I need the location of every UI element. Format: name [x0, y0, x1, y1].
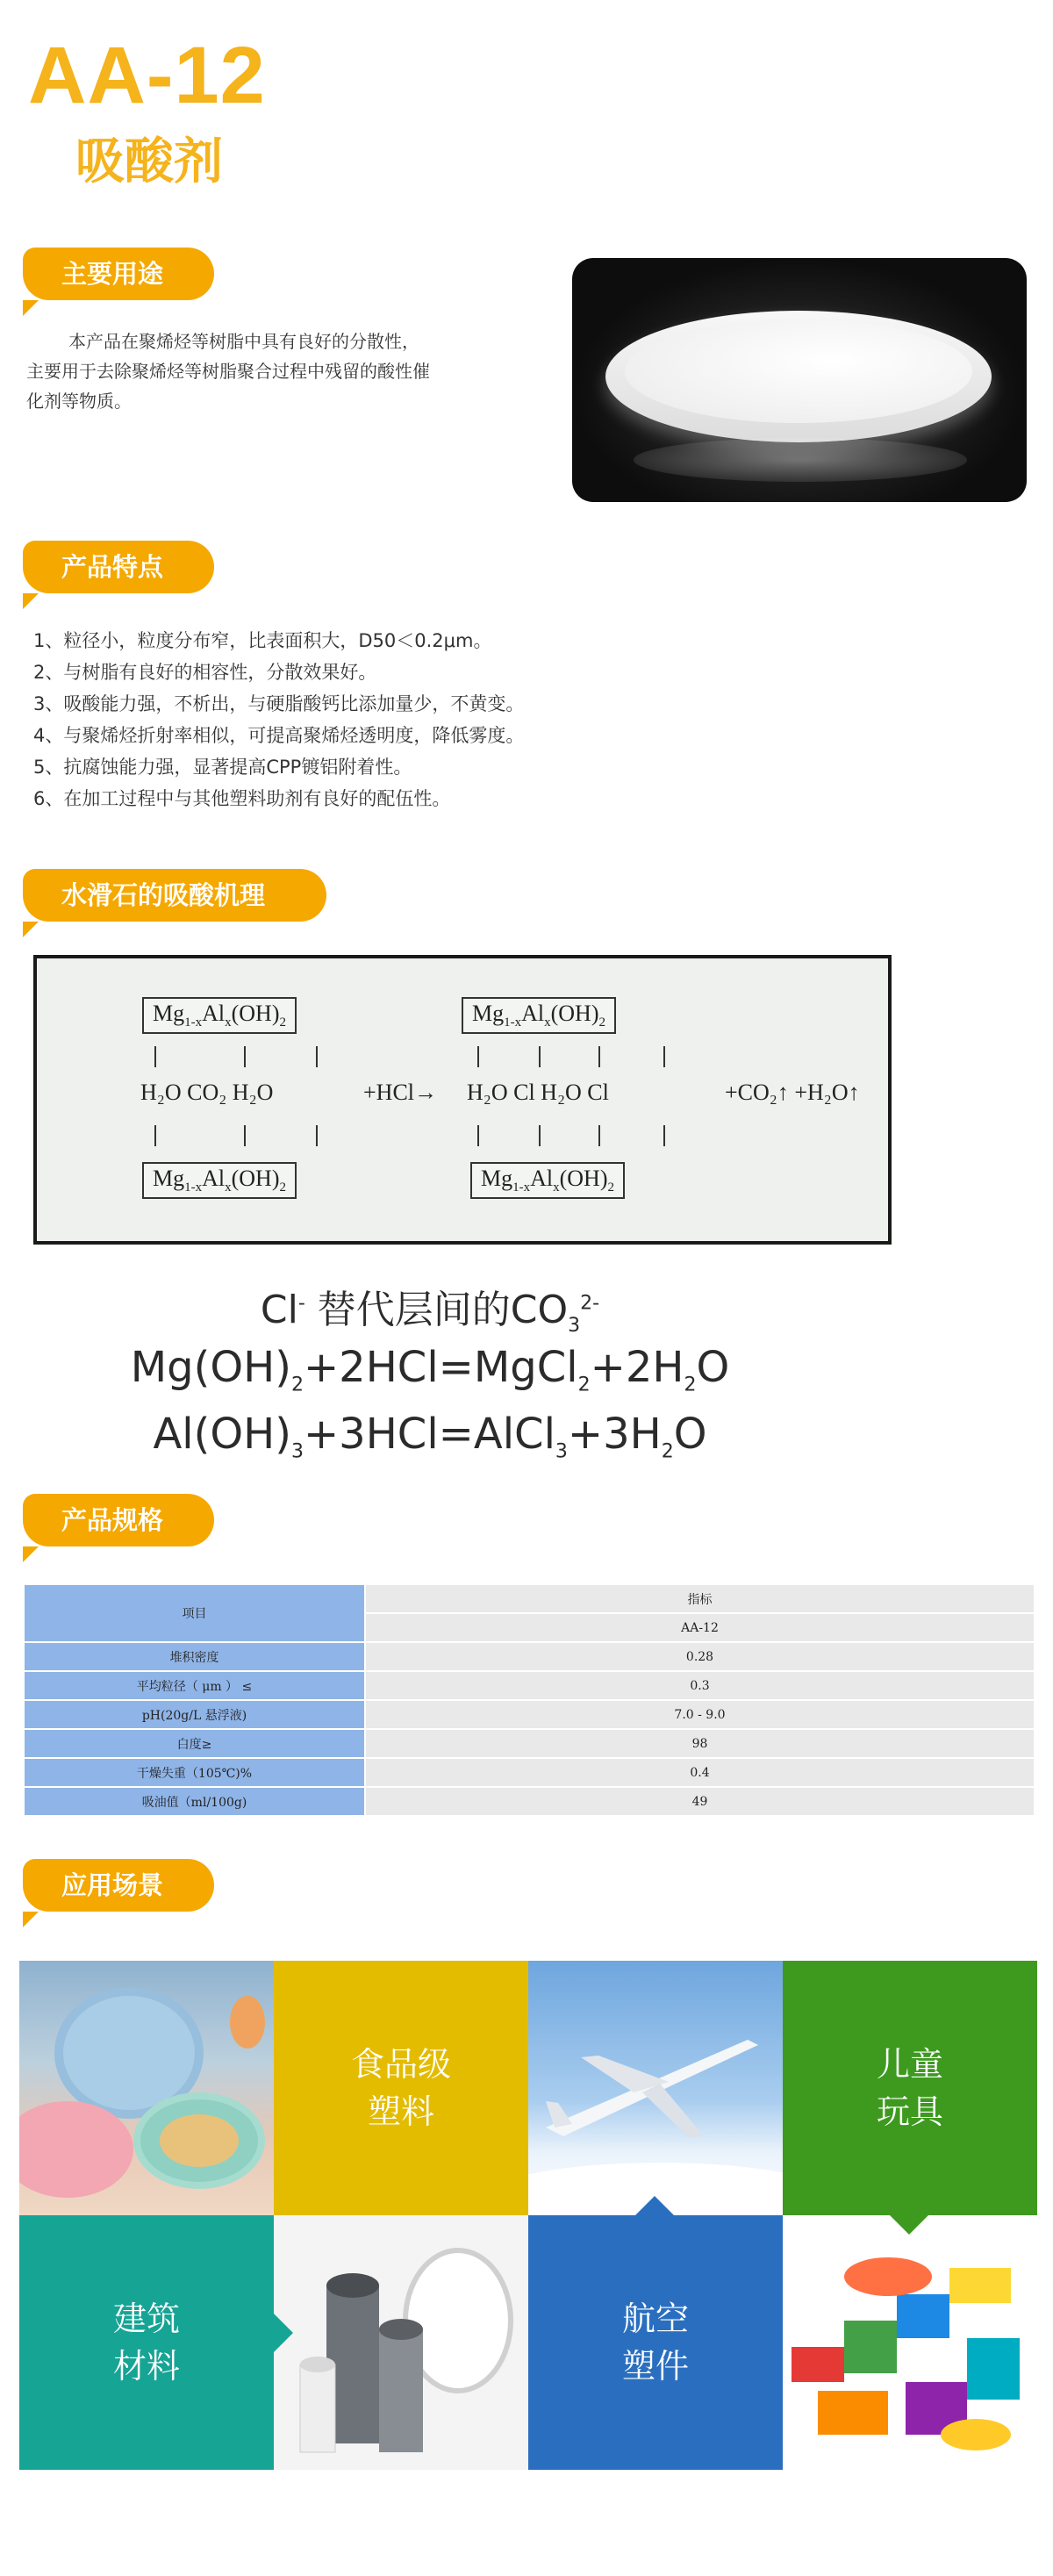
airplane-image — [528, 1961, 783, 2215]
table-row — [24, 1584, 1035, 1613]
spec-table — [23, 1583, 1035, 1817]
product-subtitle: 吸酸剂 — [75, 133, 223, 190]
products: +CO₂↑ +H₂O↑ — [725, 1080, 860, 1105]
section-tag-apps: 应用场景 — [23, 1859, 214, 1912]
layer-box-bottom-left: $Mg_{1-x}Al_x(OH)_2$ — [142, 1162, 297, 1199]
table-row: 吸油值（ml/100g) 49 — [24, 1787, 1035, 1816]
section-tag-features: 产品特点 — [23, 541, 214, 593]
usage-line-1: 本产品在聚烯烃等树脂中具有良好的分散性， — [68, 331, 419, 352]
table-row: 干燥失重（105℃)% 0.4 — [24, 1758, 1035, 1787]
formula-chloride: Cl- 替代层间的$CO_3^{2-}$ — [260, 1288, 600, 1337]
feature-item: 3、吸酸能力强，不析出，与硬脂酸钙比添加量少，不黄变。 — [33, 693, 525, 714]
spec-head-val2: AA-12 — [365, 1613, 1035, 1642]
feature-item: 5、抗腐蚀能力强，显著提高CPP镀铝附着性。 — [33, 757, 412, 778]
application-grid — [19, 1961, 1037, 2470]
usage-line-3: 化剂等物质。 — [26, 391, 132, 412]
pointer-up — [635, 2196, 674, 2215]
feature-item: 1、粒径小，粒度分布窄，比表面积大，D50＜0.2μm。 — [33, 630, 492, 651]
pointer-left — [274, 2059, 293, 2098]
table-row: 堆积密度 0.28 — [24, 1642, 1035, 1671]
feature-item: 6、在加工过程中与其他塑料助剂有良好的配伍性。 — [33, 788, 451, 809]
plates-image — [19, 1961, 274, 2215]
pipes-image — [274, 2215, 528, 2470]
pointer-right — [274, 2314, 293, 2352]
section-tag-mechanism: 水滑石的吸酸机理 — [23, 869, 326, 922]
tile-food-plastic: 食品级 塑料 — [274, 1961, 528, 2215]
spec-head-key: 项目 — [24, 1584, 365, 1642]
product-title: AA-12 — [28, 31, 266, 120]
table-row: 平均粒径（ μm ） ≤ 0.3 — [24, 1671, 1035, 1700]
tile-children-toys: 儿童 玩具 — [783, 1961, 1037, 2215]
layer-box-top-right: $Mg_{1-x}Al_x(OH)_2$ — [462, 997, 616, 1034]
petri-dish-image — [572, 258, 1027, 502]
interlayer-right: H₂O Cl H₂O Cl — [467, 1080, 609, 1105]
formula-al: $Al(OH)_3+3HCl=AlCl_3+3H_2O$ — [153, 1410, 707, 1463]
feature-item: 2、与树脂有良好的相容性，分散效果好。 — [33, 662, 377, 683]
tile-aviation-parts: 航空 塑件 — [528, 2215, 783, 2470]
features-list — [33, 625, 524, 814]
toy-blocks-image — [783, 2215, 1037, 2470]
layer-box-top-left: $Mg_{1-x}Al_x(OH)_2$ — [142, 997, 297, 1034]
section-tag-usage: 主要用途 — [23, 248, 214, 300]
interlayer-left: H₂O CO₂ H₂O — [140, 1080, 274, 1105]
tile-building-materials: 建筑 材料 — [19, 2215, 274, 2470]
section-tag-spec: 产品规格 — [23, 1494, 214, 1546]
table-row: 白度≥ 98 — [24, 1729, 1035, 1758]
formula-mg: $Mg(OH)_2+2HCl=MgCl_2+2H_2O$ — [130, 1343, 730, 1396]
usage-line-2: 主要用于去除聚烯烃等树脂聚合过程中残留的酸性催 — [26, 361, 430, 382]
layer-box-bottom-right: $Mg_{1-x}Al_x(OH)_2$ — [470, 1162, 625, 1199]
mechanism-diagram — [33, 955, 892, 1245]
reagent-hcl: +HCl→ — [363, 1080, 438, 1105]
spec-head-val1: 指标 — [365, 1584, 1035, 1613]
table-row: pH(20g/L 悬浮液) 7.0 - 9.0 — [24, 1700, 1035, 1729]
feature-item: 4、与聚烯烃折射率相似，可提高聚烯烃透明度，降低雾度。 — [33, 725, 525, 746]
pointer-down — [890, 2215, 928, 2235]
